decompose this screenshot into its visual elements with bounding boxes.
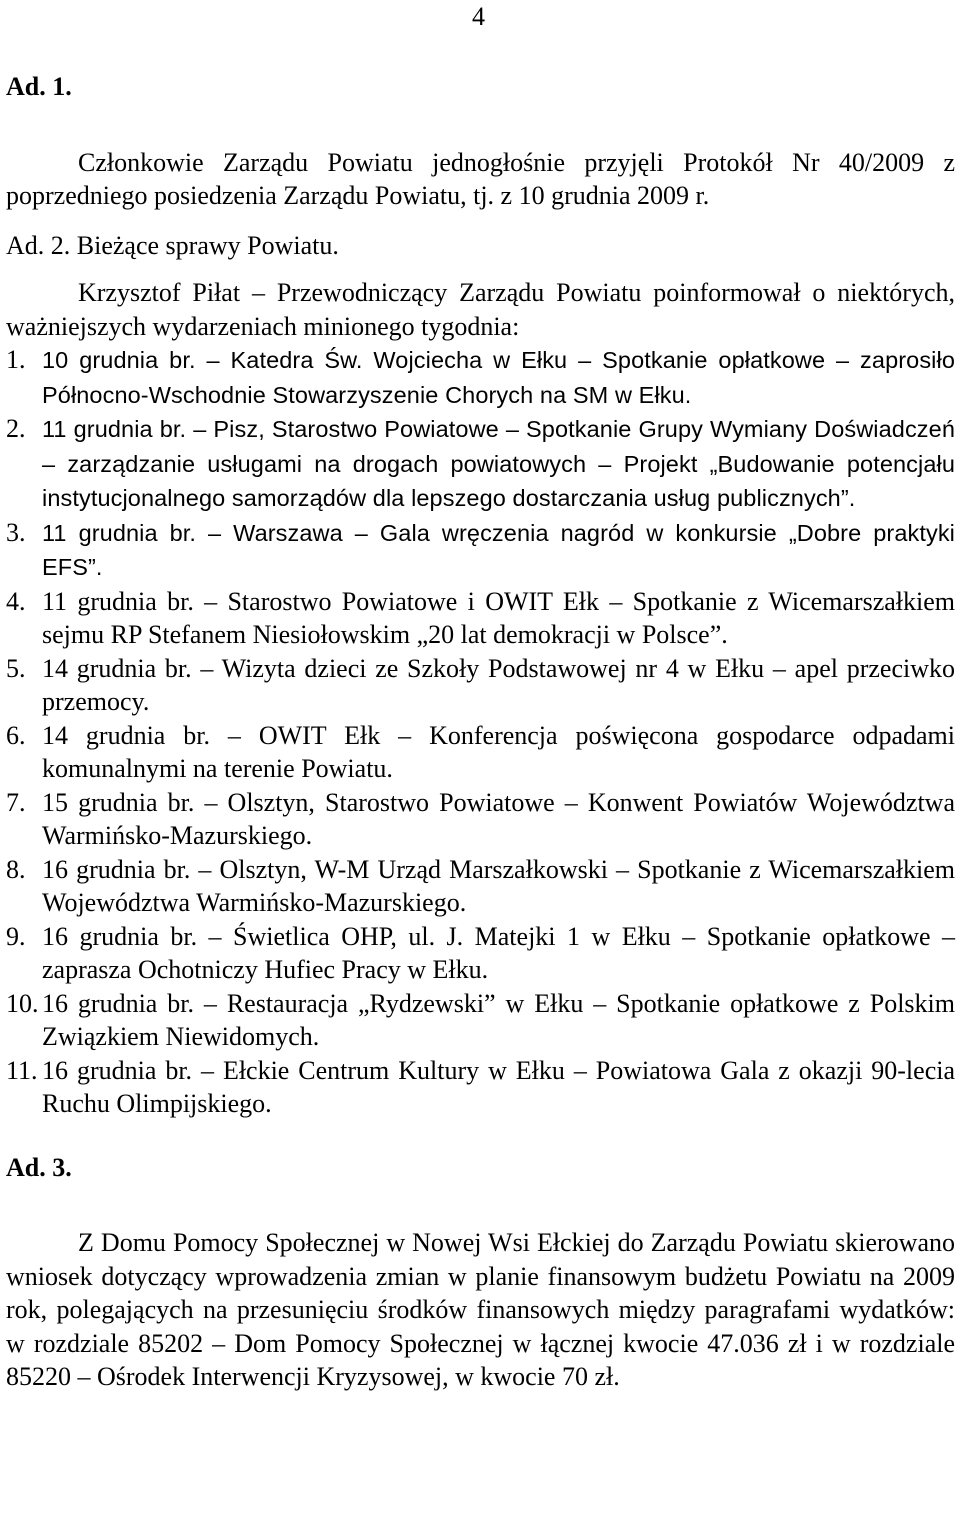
list-item-number: 10. — [6, 988, 39, 1018]
list-item — [6, 412, 955, 516]
events-list — [6, 343, 955, 1121]
list-item-text: 15 grudnia br. – Olsztyn, Starostwo Powiatowe – Konwent Powiatów Województwa Warmińsko-Mazurskiego. — [42, 787, 955, 850]
list-item-number: 6. — [6, 720, 26, 750]
list-item — [6, 920, 955, 987]
ad3-paragraph: Z Domu Pomocy Społecznej w Nowej Wsi Ełckiej do Zarządu Powiatu skierowano wniosek dotyczący wprowadzenia zmian w planie finansowym budżetu Powiatu na 2009 rok, polegających na przesunięciu środków finansowych między paragrafami wydatków: w rozdziale 85202 – Dom Pomocy Społecznej w łącznej kwocie 47.036 zł i w rozdziale 85220 – Ośrodek Interwencji Kryzysowej, w kwocie 70 zł. — [6, 1228, 955, 1391]
page-number: 4 — [472, 2, 485, 31]
list-item-number: 2. — [6, 414, 26, 443]
list-item-text: 11 grudnia br. – Pisz, Starostwo Powiatowe – Spotkanie Grupy Wymiany Doświadczeń – zarządzanie usługami na drogach powiatowych – Projekt „Budowanie potencjału instytucjonalnego samorządów dla lepszego dostarczania usług publicznych”. — [42, 416, 955, 511]
list-item — [6, 719, 955, 786]
list-item-text: 11 grudnia br. – Warszawa – Gala wręczenia nagród w konkursie „Dobre praktyki EFS”. — [42, 519, 955, 580]
list-item-number: 4. — [6, 586, 26, 616]
document-body — [6, 70, 955, 1394]
list-item — [6, 652, 955, 719]
ad2-intro: Krzysztof Piłat – Przewodniczący Zarządu Powiatu poinformował o niektórych, ważniejszych wydarzeniach minionego tygodnia: — [6, 278, 955, 341]
list-item-text: 11 grudnia br. – Starostwo Powiatowe i OWIT Ełk – Spotkanie z Wicemarszałkiem sejmu RP Stefanem Niesiołowskim „20 lat demokracji w Polsce”. — [42, 586, 955, 649]
ad3-heading: Ad. 3. — [6, 1152, 72, 1182]
list-item — [6, 786, 955, 853]
list-item-number: 1. — [6, 345, 26, 374]
list-item-text: 16 grudnia br. – Świetlica OHP, ul. J. Matejki 1 w Ełku – Spotkanie opłatkowe – zaprasza Ochotniczy Hufiec Pracy w Ełku. — [42, 921, 955, 984]
list-item-text: 14 grudnia br. – OWIT Ełk – Konferencja poświęcona gospodarce odpadami komunalnymi na terenie Powiatu. — [42, 720, 955, 783]
list-item — [6, 585, 955, 652]
ad1-paragraph: Członkowie Zarządu Powiatu jednogłośnie przyjęli Protokół Nr 40/2009 z poprzedniego posiedzenia Zarządu Powiatu, tj. z 10 grudnia 2009 r. — [6, 147, 955, 210]
list-item-text: 16 grudnia br. – Restauracja „Rydzewski” w Ełku – Spotkanie opłatkowe z Polskim Związkiem Niewidomych. — [42, 988, 955, 1051]
list-item-number: 7. — [6, 787, 26, 817]
ad1-heading: Ad. 1. — [6, 72, 72, 101]
list-item — [6, 516, 955, 585]
list-item-number: 3. — [6, 517, 26, 547]
list-item-text: 14 grudnia br. – Wizyta dzieci ze Szkoły Podstawowej nr 4 w Ełku – apel przeciwko przemocy. — [42, 653, 955, 716]
list-item — [6, 1054, 955, 1121]
list-item — [6, 853, 955, 920]
list-item-number: 5. — [6, 653, 26, 683]
list-item-text: 16 grudnia br. – Olsztyn, W-M Urząd Marszałkowski – Spotkanie z Wicemarszałkiem Województwa Warmińsko-Mazurskiego. — [42, 854, 955, 917]
list-item-text: 10 grudnia br. – Katedra Św. Wojciecha w Ełku – Spotkanie opłatkowe – zaprosiło Północno-Wschodnie Stowarzyszenie Chorych na SM w Ełku. — [42, 347, 955, 408]
ad2-heading: Ad. 2. Bieżące sprawy Powiatu. — [6, 230, 339, 260]
list-item-number: 11. — [6, 1055, 38, 1085]
list-item-number: 9. — [6, 921, 26, 951]
list-item — [6, 987, 955, 1054]
list-item — [6, 343, 955, 412]
list-item-text: 16 grudnia br. – Ełckie Centrum Kultury w Ełku – Powiatowa Gala z okazji 90-lecia Ruchu Olimpijskiego. — [42, 1055, 955, 1118]
list-item-number: 8. — [6, 854, 26, 884]
